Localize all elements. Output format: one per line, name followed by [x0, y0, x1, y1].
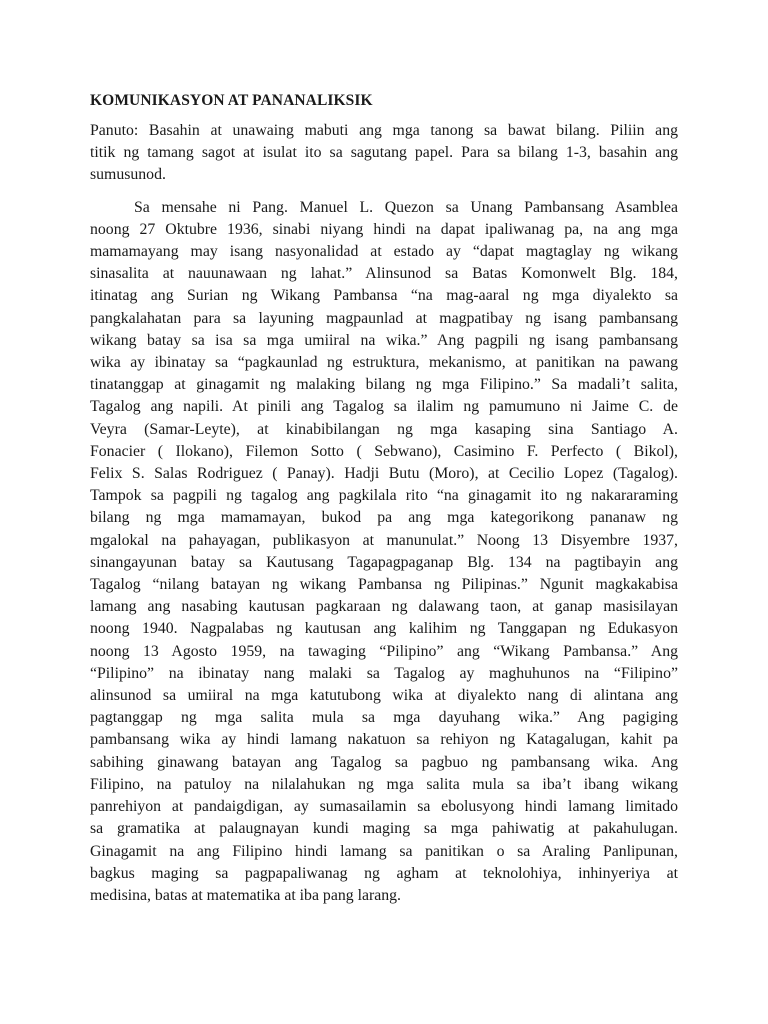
passage-line: Sa mensahe ni Pang. Manuel L. Quezon sa Unang Pambansang Asamblea	[134, 198, 678, 216]
passage-line: sinasalita at nauunawaan ng lahat.” Alinsunod sa Batas Komonwelt Blg. 184,	[90, 265, 678, 283]
passage-line: itinatag ang Surian ng Wikang Pambansa “na mag-aaral ng mga diyalekto sa	[90, 287, 678, 305]
instructions-line: sumusunod.	[90, 166, 166, 184]
passage-line: Tampok sa pagpili ng tagalog ang pagkilala rito “na ginagamit ito ng nakararaming	[90, 487, 678, 505]
passage-line: noong 27 Oktubre 1936, sinabi niyang hindi na dapat ipaliwanag pa, na ang mga	[90, 220, 678, 238]
passage-line: medisina, batas at matematika at iba pang larang.	[90, 886, 401, 904]
passage-line: wika ay ibinatay sa “pagkaunlad ng estruktura, mekanismo, at panitikan na pawang	[90, 354, 678, 372]
passage-line: lamang ang nasabing kautusan pagkaraan ng dalawang taon, at ganap masisilayan	[90, 598, 678, 616]
instructions-paragraph	[90, 120, 678, 187]
passage-line: mgalokal na pahayagan, publikasyon at manunulat.” Noong 13 Disyembre 1937,	[90, 531, 678, 549]
passage-line: “Pilipino” na ibinatay nang malaki sa Tagalog ay maghuhunos na “Filipino”	[90, 664, 678, 682]
passage-line: sa gramatika at palaugnayan kundi maging sa mga pahiwatig at pakahulugan.	[90, 820, 678, 838]
passage-line: noong 13 Agosto 1959, na tawaging “Pilipino” ang “Wikang Pambansa.” Ang	[90, 642, 678, 660]
passage-line: tinatanggap at ginagamit ng malaking bilang ng mga Filipino.” Sa madali’t salita,	[90, 376, 678, 394]
passage-line: Veyra (Samar-Leyte), at kinabibilangan ng mga kasaping sina Santiago A.	[90, 420, 678, 438]
passage-line: Tagalog ang napili. At pinili ang Tagalog sa ilalim ng pamumuno ni Jaime C. de	[90, 398, 678, 416]
passage-line: wikang batay sa isa sa mga umiiral na wika.” Ang pagpili ng isang pambansang	[90, 331, 678, 349]
instructions-line: Panuto: Basahin at unawaing mabuti ang mga tanong sa bawat bilang. Piliin ang	[90, 122, 678, 139]
passage-line: mamamayang may isang nasyonalidad at estado ay “dapat magtaglay ng wikang	[90, 243, 678, 261]
passage-line: pagtanggap ng mga salita mula sa mga dayuhang wika.” Ang pagiging	[90, 709, 678, 727]
passage-line: Fonacier ( Ilokano), Filemon Sotto ( Sebwano), Casimino F. Perfecto ( Bikol),	[90, 442, 678, 460]
passage-line: bilang ng mga mamamayan, bukod pa ang mga kategorikong pananaw ng	[90, 509, 678, 527]
passage-line: alinsunod sa umiiral na mga katutubong wika at diyalekto nang di alintana ang	[90, 687, 678, 705]
passage-line: noong 1940. Nagpalabas ng kautusan ang kalihim ng Tanggapan ng Edukasyon	[90, 620, 678, 638]
passage-line: pambansang wika ay hindi lamang nakatuon sa rehiyon ng Katagalugan, kahit pa	[90, 731, 678, 749]
passage-line: Felix S. Salas Rodriguez ( Panay). Hadji Butu (Moro), at Cecilio Lopez (Tagalog).	[90, 465, 678, 483]
passage-line: bagkus maging sa pagpapaliwanag ng agham at teknolohiya, inhinyeriya at	[90, 864, 678, 882]
passage-line: sabihing ginawang batayan ang Tagalog sa pagbuo ng pambansang wika. Ang	[90, 753, 678, 771]
passage-line: Tagalog “nilang batayan ng wikang Pambansa ng Pilipinas.” Ngunit magkakabisa	[90, 576, 678, 594]
passage-line: sinangayunan batay sa Kautusang Tagapagpaganap Blg. 134 na pagtibayin ang	[90, 553, 678, 571]
instructions-line: titik ng tamang sagot at isulat ito sa sagutang papel. Para sa bilang 1-3, basahin ang	[90, 144, 678, 162]
passage-line: pangkalahatan para sa layuning magpaunlad at magpatibay ng isang pambansang	[90, 309, 678, 327]
passage-line: Ginagamit na ang Filipino hindi lamang sa panitikan o sa Araling Panlipunan,	[90, 842, 678, 860]
passage-paragraph	[90, 197, 678, 908]
passage-line: panrehiyon at pandaigdigan, ay sumasailamin sa ebolusyong hindi lamang limitado	[90, 798, 678, 816]
passage-line: Filipino, na patuloy na nilalahukan ng mga salita mula sa iba’t ibang wikang	[90, 775, 678, 793]
document-page	[90, 92, 678, 907]
document-title: KOMUNIKASYON AT PANANALIKSIK	[90, 92, 373, 109]
